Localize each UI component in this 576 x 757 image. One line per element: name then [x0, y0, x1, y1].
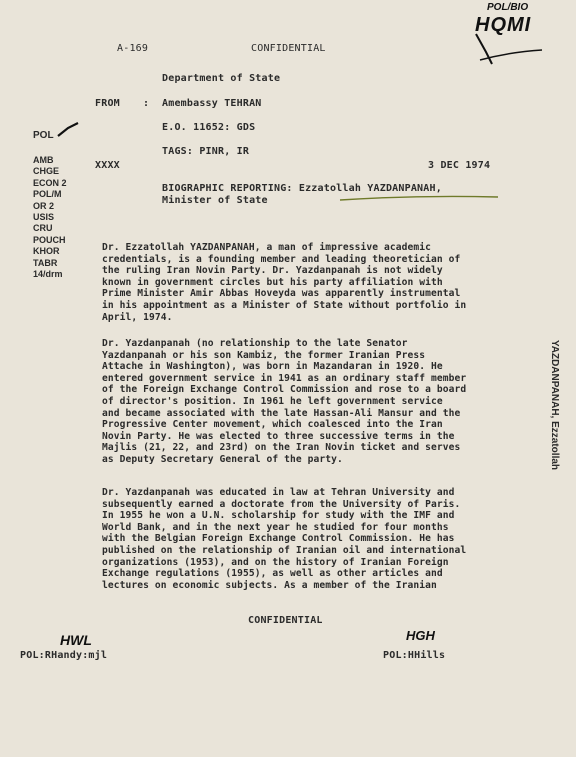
routing-item: ECON 2 — [33, 177, 67, 188]
date: 3 DEC 1974 — [428, 160, 491, 171]
classification-top: CONFIDENTIAL — [251, 43, 326, 54]
text-line: known in government circles but his party affiliation with — [102, 276, 443, 288]
text-line: Dr. Yazdanpanah (no relationship to the late Senator — [102, 338, 408, 349]
paragraph-2 — [102, 338, 562, 466]
text-line: Attache in Washington), was born in Mazandaran in 1920. He — [102, 361, 443, 373]
text-line: Majlis (21, 22, and 23rd) on the Iran Novin ticket and serves — [102, 442, 461, 454]
hqmi-stroke-mark — [470, 30, 550, 70]
routing-list — [33, 155, 67, 280]
from-value: Amembassy TEHRAN — [162, 98, 262, 109]
text-line: Dr. Yazdanpanah was educated in law at Tehran University and — [102, 487, 455, 498]
subject-line-1: BIOGRAPHIC REPORTING: Ezzatollah YAZDANPANAH, — [162, 183, 442, 194]
paragraph-3 — [102, 487, 562, 591]
airgram-number: A-169 — [117, 43, 149, 54]
eo-line: E.O. 11652: GDS — [162, 122, 256, 133]
side-file-label: YAZDANPANAH, Ezzatollah — [549, 340, 560, 471]
xxxx-mark: XXXX — [95, 160, 120, 171]
initials-left: HWL — [60, 632, 92, 648]
pol-action-mark: POL — [33, 130, 54, 141]
to-department: Department of State — [162, 73, 281, 84]
text-line: Progressive Center movement, which coalesced into the Iran — [102, 419, 443, 431]
text-line: published on the relationship of Iranian oil and international — [102, 544, 467, 556]
paragraph-1 — [102, 242, 562, 323]
text-line: Prime Minister Amir Abbas Hoveyda was apparently instrumental — [102, 288, 461, 300]
text-line: with the Belgian Foreign Exchange Control Commission. He has — [102, 533, 455, 545]
from-separator: : — [143, 98, 150, 109]
clearance-line: POL:HHills — [383, 650, 446, 661]
text-line: Exchange regulations (1955), as well as other articles and — [102, 568, 443, 580]
text-line: entered government service in 1941 as an ordinary staff member — [102, 372, 467, 384]
text-line: organizations (1953), and on the history of Iranian Foreign — [102, 556, 449, 568]
text-line: as Deputy Secretary General of the party. — [102, 453, 343, 465]
subject-underline — [338, 192, 503, 204]
routing-item: TABR — [33, 257, 58, 268]
routing-item: POUCH — [33, 234, 66, 245]
text-line: Dr. Ezzatollah YAZDANPANAH, a man of impressive academic — [102, 242, 432, 253]
text-line: lectures on economic subjects. As a member of the Iranian — [102, 579, 437, 591]
text-line: and became associated with the late Hassan-Ali Mansur and the — [102, 407, 461, 419]
text-line: World Bank, and in the next year he studied for four months — [102, 521, 449, 533]
text-line: the ruling Iran Novin Party. Dr. Yazdanpanah is not widely — [102, 265, 443, 277]
routing-item: 14/drm — [33, 269, 63, 280]
text-line: In 1955 he won a U.N. scholarship for study with the IMF and — [102, 510, 455, 522]
routing-item: KHOR — [33, 246, 60, 257]
text-line: Novin Party. He was elected to three successive terms in the — [102, 430, 455, 442]
routing-item: USIS — [33, 212, 55, 223]
classification-bottom: CONFIDENTIAL — [248, 615, 323, 626]
from-label: FROM — [95, 98, 120, 109]
routing-item: CHGE — [33, 166, 60, 177]
initials-right: HGH — [406, 628, 435, 643]
text-line: subsequently earned a doctorate from the University of Paris. — [102, 498, 461, 510]
text-line: April, 1974. — [102, 311, 173, 323]
text-line: of director's position. In 1961 he left government service — [102, 395, 443, 407]
routing-item: POL/M — [33, 189, 62, 200]
text-line: in his appointment as a Minister of State without portfolio in — [102, 299, 467, 311]
text-line: credentials, is a founding member and leading theoretician of — [102, 253, 461, 265]
pol-check-mark — [56, 120, 82, 140]
routing-item: OR 2 — [33, 200, 55, 211]
routing-item: AMB — [33, 155, 54, 165]
drafter-line: POL:RHandy:mjl — [20, 650, 108, 661]
text-line: Yazdanpanah or his son Kambiz, the former Iranian Press — [102, 349, 426, 361]
routing-item: CRU — [33, 223, 53, 234]
handwritten-hqmi: HQMI — [475, 14, 532, 36]
tags-line: TAGS: PINR, IR — [162, 146, 250, 157]
subject-line-2: Minister of State — [162, 195, 268, 206]
text-line: of the Foreign Exchange Control Commission and rose to a board — [102, 384, 467, 396]
handwritten-routing-code: POL/BIO — [487, 2, 529, 13]
